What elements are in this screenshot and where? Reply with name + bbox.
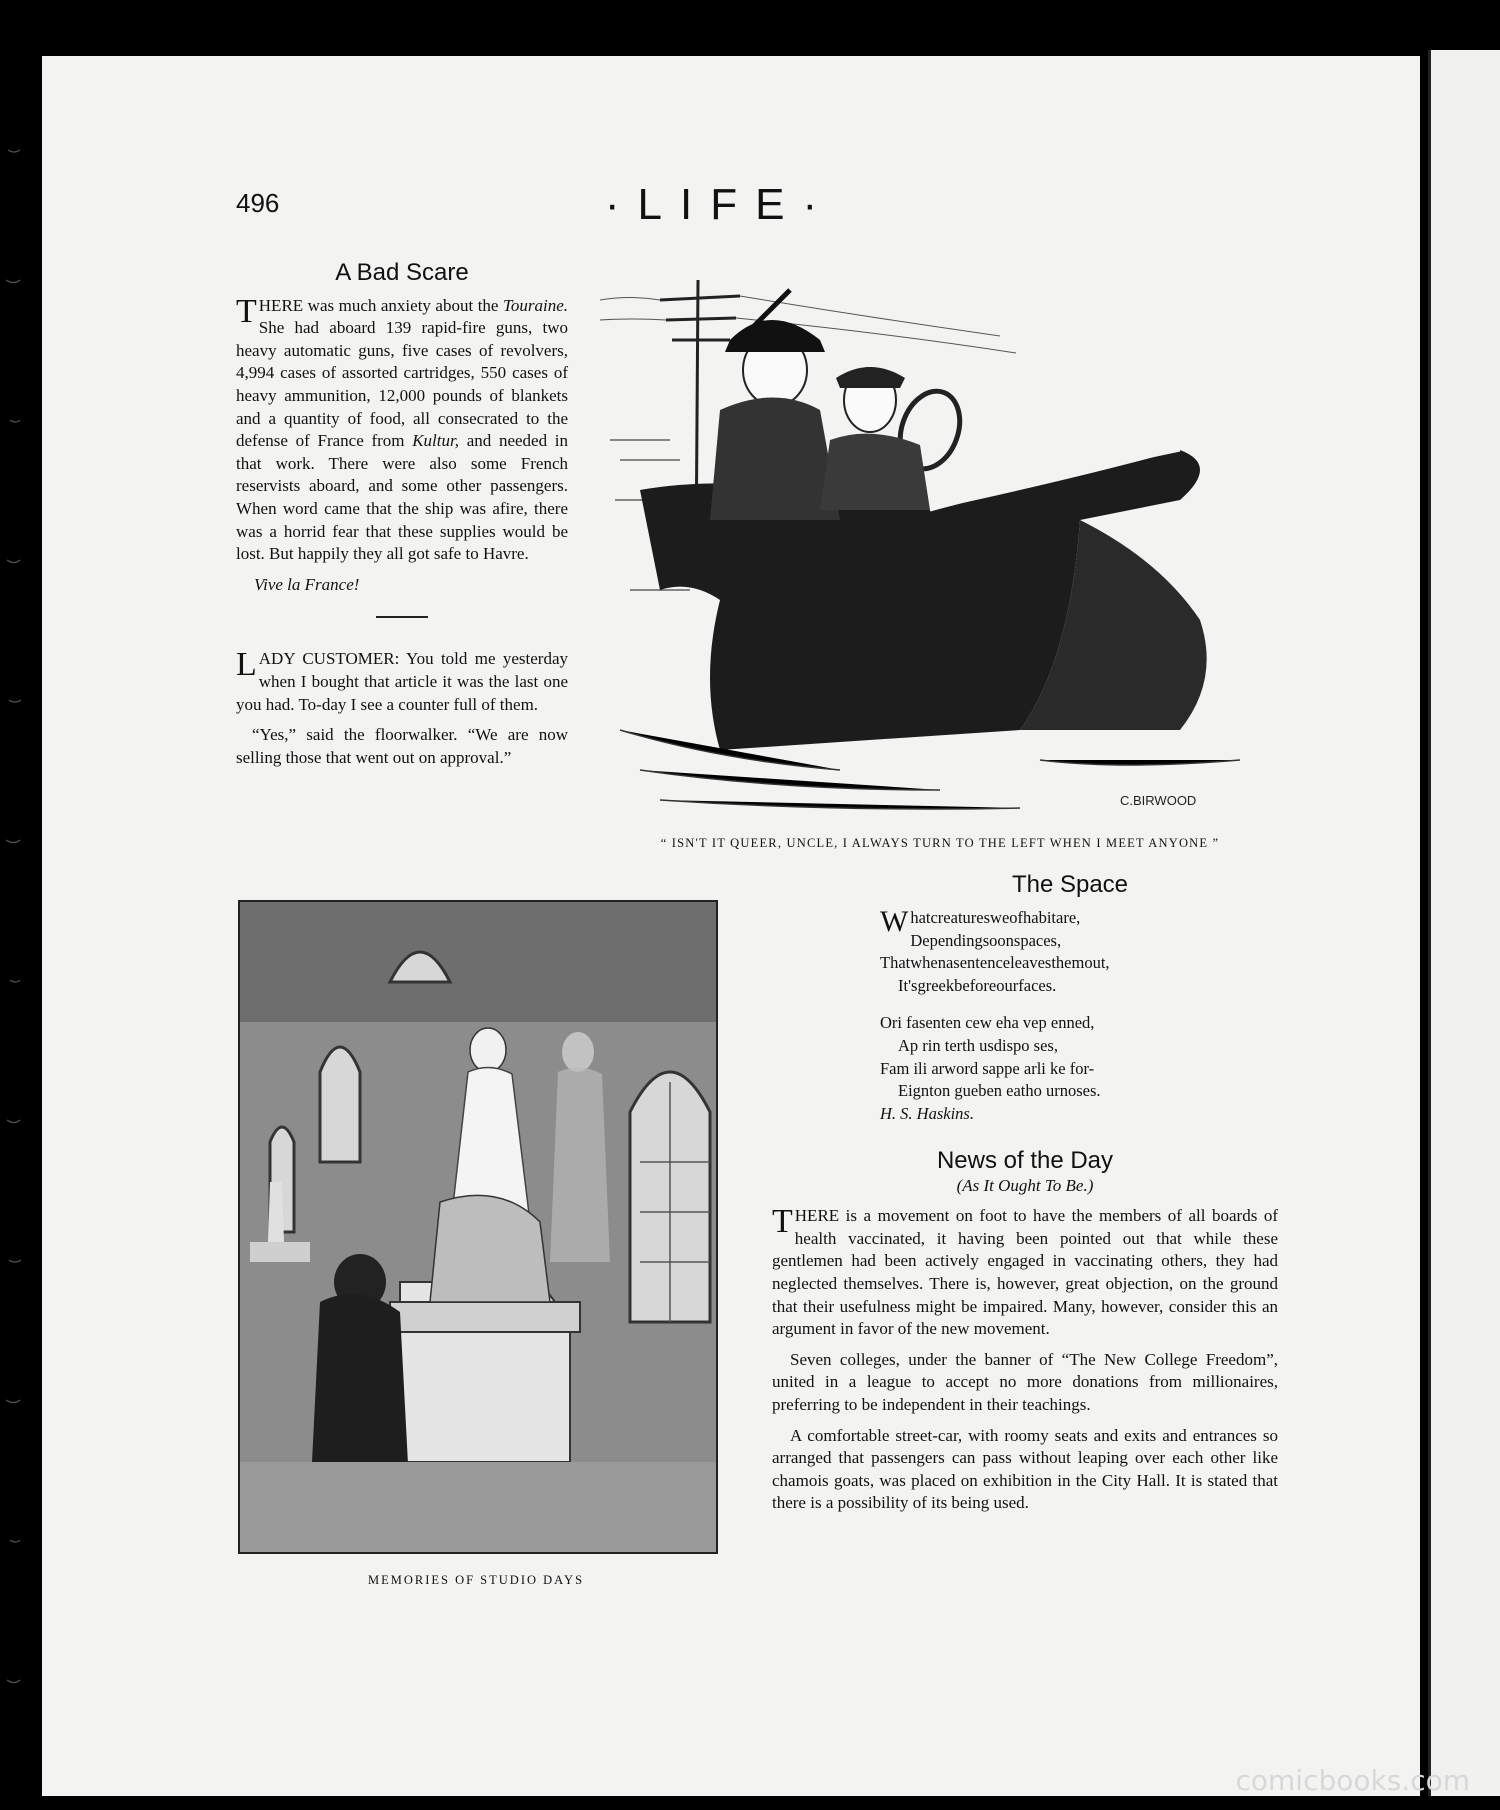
drop-cap: T	[772, 1203, 793, 1241]
poem-line: Fam ili arword sappe arli ke for-	[880, 1058, 1095, 1078]
the-space-poem	[880, 871, 1260, 1140]
news-paragraph-2: Seven colleges, under the banner of “The New College Freedom”, united in a league to accept no more donations from millionaires, preferring to be independent in their teachings.	[772, 1349, 1278, 1414]
studio-caption: MEMORIES OF STUDIO DAYS	[367, 1573, 585, 1587]
news-subtitle: (As It Ought To Be.)	[956, 1175, 1094, 1195]
car-cartoon-illustration	[600, 260, 1260, 820]
drop-cap: L	[236, 646, 257, 684]
poem-line: Eignton gueben eatho urnoses.	[898, 1081, 1101, 1101]
lady-customer-text	[236, 648, 568, 716]
studio-illustration	[240, 902, 716, 1552]
bad-scare-text: HERE was much anxiety about the Touraine. She had aboard 139 rapid-fire guns, two heavy automatic guns, five cases of revolvers, 4,994 cases of assorted cartridges, 550 cases of heavy ammunition, 12,000 pounds of blankets and a quantity of food, all consecrated to the defense of France from Kultur, and needed in that work. There were also some French reservists aboard, and some other passengers. When word came that the ship was afire, there was a horrid fear that these supplies would be lost. But happily they all got safe to Havre.	[236, 295, 569, 564]
bad-scare-body	[236, 292, 569, 566]
poem-line: Ap rin terth usdispo ses,	[898, 1035, 1058, 1055]
drop-cap: T	[236, 292, 257, 330]
lady-customer-p1: ADY CUSTOMER: You told me yesterday when I bought that article it was the last one you had. To-day I see a counter full of them.	[236, 649, 568, 714]
poem-stanza-2	[880, 1012, 1260, 1126]
studio-illustration-frame	[238, 900, 718, 1554]
space-title: The Space	[1011, 871, 1129, 898]
poem-line: Whatcreaturesweofhabitare,	[880, 904, 1081, 938]
news-paragraph-1: THERE is a movement on foot to have the members of all boards of health vaccinated, it having been pointed out that while these gentlemen had been actively engaged in vaccinating others, they had neglected themselves. There is, however, great objection, on the ground that their usefulness might be impaired. Many, however, consider this an argument in favor of the new movement.	[772, 1203, 1278, 1339]
poem-stanza-1	[880, 904, 1260, 998]
poem-line: Dependingsoonspaces,	[910, 930, 1062, 950]
page-number: 496	[236, 188, 280, 218]
news-title: News of the Day	[936, 1147, 1114, 1174]
poem-line: Ori fasenten cew eha vep enned,	[880, 1012, 1095, 1032]
cartoon-caption: “ ISN'T IT QUEER, UNCLE, I ALWAYS TURN TO THE LEFT WHEN I MEET ANYONE ”	[660, 836, 1220, 850]
news-paragraph-3: A comfortable street-car, with roomy seats and exits and entrances so arranged that passengers can pass without leaping over each other like chamois goats, was placed on exhibition in the City Hall. It is stated that there is a possibility of its being used.	[772, 1425, 1278, 1513]
news-of-the-day	[772, 1147, 1278, 1523]
poem-line: Thatwhenasentenceleavesthemout,	[880, 953, 1110, 973]
poem-line: It'sgreekbeforeourfaces.	[898, 976, 1057, 996]
masthead-title: ·LIFE·	[604, 180, 836, 229]
cartoon-signature: C.BIRWOOD	[1120, 793, 1197, 808]
bad-scare-title: A Bad Scare	[335, 259, 469, 286]
poem-author: H. S. Haskins.	[880, 1104, 974, 1124]
bad-scare-sign: Vive la France!	[254, 574, 360, 594]
lady-customer-p2: “Yes,” said the floorwalker. “We are now selling those that went out on approval.”	[236, 725, 568, 767]
adjacent-page-edge	[1428, 50, 1500, 1796]
scan-edge-marks	[0, 0, 42, 1810]
drop-cap: W	[880, 904, 909, 938]
watermark: comicbooks.com	[1235, 1764, 1470, 1797]
left-column	[236, 259, 569, 777]
divider-rule	[376, 616, 428, 618]
